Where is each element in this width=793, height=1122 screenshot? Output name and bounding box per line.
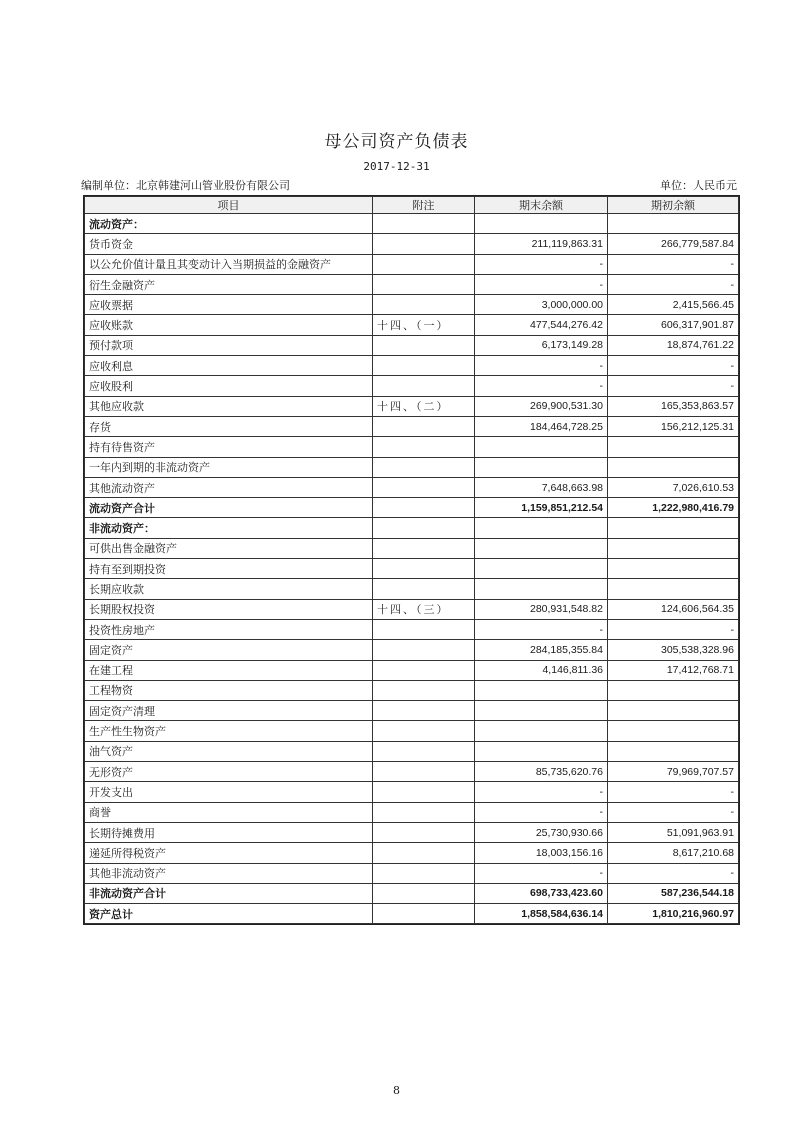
row-item-label: 投资性房地产 bbox=[85, 619, 373, 639]
table-row bbox=[85, 477, 739, 497]
table-row bbox=[85, 843, 739, 863]
row-item-label: 应收票据 bbox=[85, 295, 373, 315]
row-begin-balance: 165,353,863.57 bbox=[608, 396, 739, 416]
row-note bbox=[373, 721, 475, 741]
table-row bbox=[85, 883, 739, 903]
row-end-balance bbox=[475, 538, 608, 558]
table-row bbox=[85, 640, 739, 660]
row-item-label: 长期股权投资 bbox=[85, 599, 373, 619]
table-row bbox=[85, 396, 739, 416]
row-begin-balance bbox=[608, 701, 739, 721]
row-item-label: 应收账款 bbox=[85, 315, 373, 335]
row-note bbox=[373, 701, 475, 721]
row-begin-balance bbox=[608, 214, 739, 234]
row-end-balance bbox=[475, 721, 608, 741]
row-note bbox=[373, 741, 475, 761]
table-row bbox=[85, 234, 739, 254]
row-end-balance: 7,648,663.98 bbox=[475, 477, 608, 497]
row-begin-balance bbox=[608, 721, 739, 741]
table-row bbox=[85, 579, 739, 599]
row-end-balance: 18,003,156.16 bbox=[475, 843, 608, 863]
row-note bbox=[373, 518, 475, 538]
row-end-balance: - bbox=[475, 619, 608, 639]
row-end-balance bbox=[475, 518, 608, 538]
row-item-label: 可供出售金融资产 bbox=[85, 538, 373, 558]
row-item-label: 长期应收款 bbox=[85, 579, 373, 599]
row-begin-balance: - bbox=[608, 254, 739, 274]
header-row bbox=[85, 197, 739, 214]
row-end-balance: - bbox=[475, 802, 608, 822]
table-row bbox=[85, 437, 739, 457]
row-end-balance: 25,730,930.66 bbox=[475, 822, 608, 842]
table-row bbox=[85, 498, 739, 518]
row-begin-balance: - bbox=[608, 356, 739, 376]
row-end-balance: 269,900,531.30 bbox=[475, 396, 608, 416]
row-begin-balance: - bbox=[608, 782, 739, 802]
row-item-label: 其他流动资产 bbox=[85, 477, 373, 497]
row-item-label: 存货 bbox=[85, 416, 373, 436]
row-item-label: 商誉 bbox=[85, 802, 373, 822]
row-end-balance bbox=[475, 559, 608, 579]
row-note bbox=[373, 437, 475, 457]
row-begin-balance bbox=[608, 680, 739, 700]
row-end-balance: 280,931,548.82 bbox=[475, 599, 608, 619]
row-note bbox=[373, 274, 475, 294]
row-note bbox=[373, 822, 475, 842]
row-item-label: 持有至到期投资 bbox=[85, 559, 373, 579]
table-row bbox=[85, 538, 739, 558]
row-note bbox=[373, 457, 475, 477]
preparing-company: 编制单位：北京韩建河山管业股份有限公司 bbox=[81, 179, 290, 192]
row-begin-balance: 18,874,761.22 bbox=[608, 335, 739, 355]
table-row bbox=[85, 741, 739, 761]
row-note bbox=[373, 802, 475, 822]
row-item-label: 其他非流动资产 bbox=[85, 863, 373, 883]
row-item-label: 在建工程 bbox=[85, 660, 373, 680]
row-end-balance: - bbox=[475, 356, 608, 376]
row-begin-balance: - bbox=[608, 274, 739, 294]
row-end-balance: 698,733,423.60 bbox=[475, 883, 608, 903]
row-end-balance: - bbox=[475, 782, 608, 802]
table-row bbox=[85, 701, 739, 721]
table-row bbox=[85, 904, 739, 924]
row-note bbox=[373, 234, 475, 254]
row-end-balance bbox=[475, 457, 608, 477]
row-end-balance: - bbox=[475, 863, 608, 883]
row-end-balance: - bbox=[475, 376, 608, 396]
row-item-label: 固定资产 bbox=[85, 640, 373, 660]
row-item-label: 递延所得税资产 bbox=[85, 843, 373, 863]
table-row bbox=[85, 376, 739, 396]
row-note bbox=[373, 640, 475, 660]
row-end-balance bbox=[475, 680, 608, 700]
row-item-label: 生产性生物资产 bbox=[85, 721, 373, 741]
row-end-balance bbox=[475, 701, 608, 721]
row-end-balance bbox=[475, 214, 608, 234]
row-note bbox=[373, 356, 475, 376]
row-end-balance: 211,119,863.31 bbox=[475, 234, 608, 254]
row-begin-balance bbox=[608, 518, 739, 538]
row-begin-balance: - bbox=[608, 802, 739, 822]
table-row bbox=[85, 559, 739, 579]
row-item-label: 持有待售资产 bbox=[85, 437, 373, 457]
table-row bbox=[85, 822, 739, 842]
table-row bbox=[85, 457, 739, 477]
row-begin-balance bbox=[608, 741, 739, 761]
row-end-balance bbox=[475, 437, 608, 457]
row-note bbox=[373, 762, 475, 782]
row-begin-balance: 1,810,216,960.97 bbox=[608, 904, 739, 924]
table-row bbox=[85, 762, 739, 782]
row-end-balance: - bbox=[475, 254, 608, 274]
row-begin-balance: - bbox=[608, 619, 739, 639]
table-row bbox=[85, 802, 739, 822]
table-row bbox=[85, 315, 739, 335]
row-begin-balance: 156,212,125.31 bbox=[608, 416, 739, 436]
row-note bbox=[373, 904, 475, 924]
row-begin-balance: - bbox=[608, 376, 739, 396]
row-begin-balance bbox=[608, 579, 739, 599]
row-begin-balance: 17,412,768.71 bbox=[608, 660, 739, 680]
row-begin-balance bbox=[608, 538, 739, 558]
table-row bbox=[85, 335, 739, 355]
row-note bbox=[373, 680, 475, 700]
row-begin-balance: 124,606,564.35 bbox=[608, 599, 739, 619]
row-item-label: 非流动资产： bbox=[85, 518, 373, 538]
row-note: 十四、（二） bbox=[373, 396, 475, 416]
row-note bbox=[373, 416, 475, 436]
row-note bbox=[373, 214, 475, 234]
row-note: 十四、（三） bbox=[373, 599, 475, 619]
row-end-balance: 1,159,851,212.54 bbox=[475, 498, 608, 518]
row-note bbox=[373, 883, 475, 903]
row-item-label: 一年内到期的非流动资产 bbox=[85, 457, 373, 477]
row-item-label: 其他应收款 bbox=[85, 396, 373, 416]
row-item-label: 货币资金 bbox=[85, 234, 373, 254]
row-note bbox=[373, 782, 475, 802]
balance-sheet-table bbox=[84, 196, 739, 924]
row-item-label: 预付款项 bbox=[85, 335, 373, 355]
table-row bbox=[85, 274, 739, 294]
table-header bbox=[85, 197, 739, 214]
table-row bbox=[85, 214, 739, 234]
row-note bbox=[373, 538, 475, 558]
row-begin-balance: 7,026,610.53 bbox=[608, 477, 739, 497]
row-end-balance bbox=[475, 741, 608, 761]
row-item-label: 衍生金融资产 bbox=[85, 274, 373, 294]
row-end-balance: 3,000,000.00 bbox=[475, 295, 608, 315]
table-row bbox=[85, 863, 739, 883]
row-begin-balance: 305,538,328.96 bbox=[608, 640, 739, 660]
row-note bbox=[373, 579, 475, 599]
table-row bbox=[85, 416, 739, 436]
row-note bbox=[373, 863, 475, 883]
row-item-label: 资产总计 bbox=[85, 904, 373, 924]
table-row bbox=[85, 782, 739, 802]
row-note bbox=[373, 335, 475, 355]
table-row bbox=[85, 660, 739, 680]
table-row bbox=[85, 356, 739, 376]
page-title: 母公司资产负债表 bbox=[324, 132, 469, 152]
column-header-note: 附注 bbox=[373, 197, 475, 214]
row-note bbox=[373, 254, 475, 274]
row-begin-balance: 2,415,566.45 bbox=[608, 295, 739, 315]
row-begin-balance: 8,617,210.68 bbox=[608, 843, 739, 863]
row-item-label: 流动资产合计 bbox=[85, 498, 373, 518]
table-row bbox=[85, 295, 739, 315]
row-end-balance: 1,858,584,636.14 bbox=[475, 904, 608, 924]
row-end-balance: 284,185,355.84 bbox=[475, 640, 608, 660]
row-item-label: 无形资产 bbox=[85, 762, 373, 782]
row-end-balance bbox=[475, 579, 608, 599]
row-item-label: 开发支出 bbox=[85, 782, 373, 802]
row-item-label: 应收利息 bbox=[85, 356, 373, 376]
page-number: 8 bbox=[393, 1084, 400, 1097]
row-begin-balance: - bbox=[608, 863, 739, 883]
table-row bbox=[85, 518, 739, 538]
row-end-balance: - bbox=[475, 274, 608, 294]
row-begin-balance bbox=[608, 559, 739, 579]
row-begin-balance bbox=[608, 457, 739, 477]
column-header-end-balance: 期末余额 bbox=[475, 197, 608, 214]
row-note bbox=[373, 619, 475, 639]
row-note bbox=[373, 843, 475, 863]
row-end-balance: 184,464,728.25 bbox=[475, 416, 608, 436]
row-note bbox=[373, 376, 475, 396]
row-end-balance: 85,735,620.76 bbox=[475, 762, 608, 782]
row-item-label: 固定资产清理 bbox=[85, 701, 373, 721]
row-note bbox=[373, 498, 475, 518]
column-header-begin-balance: 期初余额 bbox=[608, 197, 739, 214]
report-date: 2017-12-31 bbox=[363, 160, 430, 173]
row-note bbox=[373, 660, 475, 680]
table-row bbox=[85, 254, 739, 274]
row-end-balance: 4,146,811.36 bbox=[475, 660, 608, 680]
row-item-label: 非流动资产合计 bbox=[85, 883, 373, 903]
row-begin-balance: 79,969,707.57 bbox=[608, 762, 739, 782]
row-item-label: 流动资产： bbox=[85, 214, 373, 234]
row-note bbox=[373, 477, 475, 497]
row-end-balance: 477,544,276.42 bbox=[475, 315, 608, 335]
row-note bbox=[373, 295, 475, 315]
row-note: 十四、（一） bbox=[373, 315, 475, 335]
column-header-item: 项目 bbox=[85, 197, 373, 214]
row-begin-balance: 266,779,587.84 bbox=[608, 234, 739, 254]
table-row bbox=[85, 680, 739, 700]
row-begin-balance bbox=[608, 437, 739, 457]
table-row bbox=[85, 619, 739, 639]
table-body bbox=[85, 214, 739, 924]
row-note bbox=[373, 559, 475, 579]
row-item-label: 应收股利 bbox=[85, 376, 373, 396]
row-begin-balance: 1,222,980,416.79 bbox=[608, 498, 739, 518]
row-begin-balance: 606,317,901.87 bbox=[608, 315, 739, 335]
row-item-label: 油气资产 bbox=[85, 741, 373, 761]
currency-unit: 单位：人民币元 bbox=[660, 179, 737, 192]
table-row bbox=[85, 599, 739, 619]
row-item-label: 以公允价值计量且其变动计入当期损益的金融资产 bbox=[85, 254, 373, 274]
row-end-balance: 6,173,149.28 bbox=[475, 335, 608, 355]
row-begin-balance: 51,091,963.91 bbox=[608, 822, 739, 842]
row-item-label: 工程物资 bbox=[85, 680, 373, 700]
row-begin-balance: 587,236,544.18 bbox=[608, 883, 739, 903]
table-row bbox=[85, 721, 739, 741]
row-item-label: 长期待摊费用 bbox=[85, 822, 373, 842]
